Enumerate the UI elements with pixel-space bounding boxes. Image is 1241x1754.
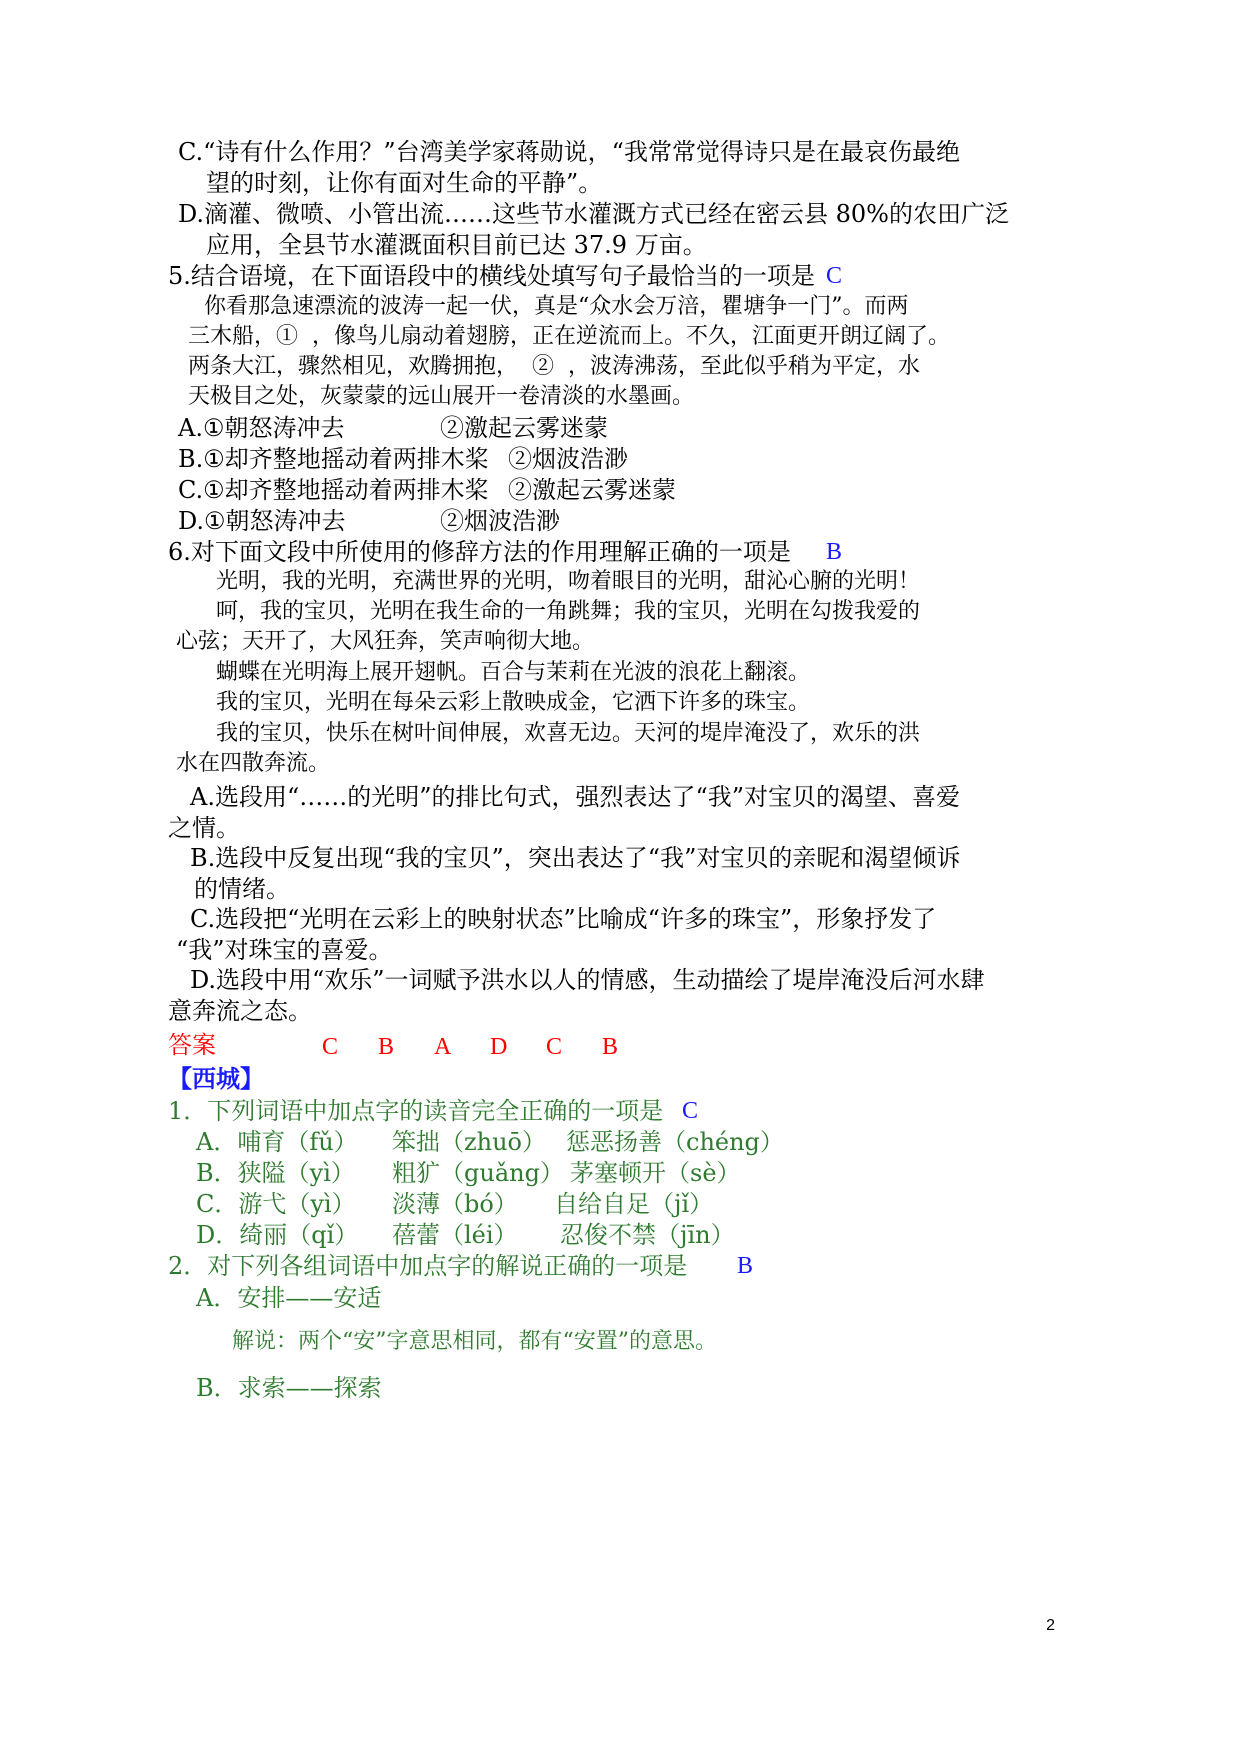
xc-q1-option: 淡薄（bó） <box>392 1190 518 1218</box>
q6-passage-line: 光明，我的光明，充满世界的光明，吻着眼目的光明，甜沁心腑的光明！ <box>216 569 921 594</box>
section-heading: 【西城】 <box>168 1064 264 1093</box>
answer-value: B <box>378 1034 395 1060</box>
xc-q1-option: C．游弋（yì） <box>196 1190 356 1218</box>
q4-option-d-line2: 应用，全县节水灌溉面积目前已达 37.9 万亩。 <box>206 231 707 259</box>
q5-passage-line: 三木船，① ，像鸟儿扇动着翅膀，正在逆流而上。不久，江面更开朗辽阔了。 <box>188 324 950 349</box>
q5-option-c: C.①却齐整地摇动着两排木桨 <box>178 476 489 504</box>
answer-value: D <box>490 1034 508 1060</box>
q5-answer: C <box>826 263 843 289</box>
xc-q1-answer: C <box>682 1098 699 1124</box>
xc-q2-option-b: B．求索——探索 <box>196 1374 382 1402</box>
xc-q1-option: A．哺育（fǔ） <box>196 1128 358 1156</box>
xc-q1-option: 粗犷（guǎng） <box>392 1159 564 1187</box>
q6-passage-line: 水在四散奔流。 <box>176 751 331 776</box>
q4-option-c-line2: 望的时刻，让你有面对生命的平静”。 <box>206 169 603 197</box>
q5-passage-line: 天极目之处，灰蒙蒙的远山展开一卷清淡的水墨画。 <box>188 384 695 409</box>
q5-option-b-blank2: ②烟波浩渺 <box>508 445 628 473</box>
xc-q2-option-a-note: 解说：两个“安”字意思相同，都有“安置”的意思。 <box>232 1329 717 1354</box>
answers-label: 答案 <box>168 1031 216 1059</box>
q6-option-c-line1: C.选段把“光明在云彩上的映射状态”比喻成“许多的珠宝”，形象抒发了 <box>190 905 937 933</box>
q6-passage-line: 呵，我的宝贝，光明在我生命的一角跳舞；我的宝贝，光明在勾拨我爱的 <box>216 599 921 624</box>
xc-q2-answer: B <box>737 1253 754 1279</box>
q6-option-d-line1: D.选段中用“欢乐”一词赋予洪水以人的情感，生动描绘了堤岸淹没后河水肆 <box>190 966 985 994</box>
q6-option-a-line2: 之情。 <box>168 814 240 842</box>
q5-option-b: B.①却齐整地摇动着两排木桨 <box>178 445 489 473</box>
q6-question: 6.对下面文段中所使用的修辞方法的作用理解正确的一项是 <box>168 538 791 566</box>
q6-option-d-line2: 意奔流之态。 <box>168 997 312 1025</box>
q6-option-c-line2: “我”对珠宝的喜爱。 <box>176 936 393 964</box>
q5-passage-line: 你看那急速漂流的波涛一起一伏，真是“众水会万涪，瞿塘争一门”。而两 <box>204 294 909 319</box>
q5-option-a-blank2: ②激起云雾迷蒙 <box>440 414 608 442</box>
xc-q1-option: 笨拙（zhuō） <box>392 1128 547 1156</box>
xc-q2-question: 2．对下列各组词语中加点字的解说正确的一项是 <box>168 1252 688 1280</box>
q6-passage-line: 我的宝贝，光明在每朵云彩上散映成金，它洒下许多的珠宝。 <box>216 690 811 715</box>
q5-option-a: A.①朝怒涛冲去 <box>178 414 345 442</box>
xc-q1-option: 惩恶扬善（chéng） <box>566 1128 784 1156</box>
page-number: 2 <box>1046 1617 1055 1634</box>
q6-option-b-line2: 的情绪。 <box>194 875 290 903</box>
answer-value: A <box>434 1034 452 1060</box>
q6-passage-line: 我的宝贝，快乐在树叶间伸展，欢喜无边。天河的堤岸淹没了，欢乐的洪 <box>216 721 921 746</box>
xc-q1-option: B．狭隘（yì） <box>196 1159 355 1187</box>
q5-option-d-blank2: ②烟波浩渺 <box>440 507 560 535</box>
xc-q1-question: 1．下列词语中加点字的读音完全正确的一项是 <box>168 1097 664 1125</box>
q6-option-a-line1: A.选段用“……的光明”的排比句式，强烈表达了“我”对宝贝的渴望、喜爱 <box>190 783 961 811</box>
xc-q2-option-a: A．安排——安适 <box>196 1284 382 1312</box>
q5-passage-line: 两条大江，骤然相见，欢腾拥抱， ② ，波涛沸荡，至此似乎稍为平定，水 <box>188 354 920 379</box>
q6-passage-line: 蝴蝶在光明海上展开翅帆。百合与茉莉在光波的浪花上翻滚。 <box>216 660 811 685</box>
q5-option-c-blank2: ②激起云雾迷蒙 <box>508 476 676 504</box>
q5-question: 5.结合语境，在下面语段中的横线处填写句子最恰当的一项是 <box>168 262 815 290</box>
answer-value: C <box>546 1034 563 1060</box>
xc-q1-option: 自给自足（jǐ） <box>554 1190 714 1218</box>
answer-value: B <box>602 1034 619 1060</box>
q5-option-d: D.①朝怒涛冲去 <box>178 507 346 535</box>
q4-option-d-line1: D.滴灌、微喷、小管出流……这些节水灌溉方式已经在密云县 80%的农田广泛 <box>178 200 1009 228</box>
answer-value: C <box>322 1034 339 1060</box>
xc-q1-option: 忍俊不禁（jīn） <box>560 1221 735 1249</box>
xc-q1-option: 茅塞顿开（sè） <box>570 1159 741 1187</box>
q6-passage-line: 心弦；天开了，大风狂奔，笑声响彻大地。 <box>176 629 595 654</box>
q6-option-b-line1: B.选段中反复出现“我的宝贝”，突出表达了“我”对宝贝的亲昵和渴望倾诉 <box>190 844 961 872</box>
q6-answer: B <box>826 539 843 565</box>
q4-option-c-line1: C.“诗有什么作用？”台湾美学家蒋勋说，“我常常觉得诗只是在最哀伤最绝 <box>178 138 960 166</box>
xc-q1-option: D．绮丽（qǐ） <box>196 1221 359 1249</box>
xc-q1-option: 蓓蕾（léi） <box>392 1221 518 1249</box>
